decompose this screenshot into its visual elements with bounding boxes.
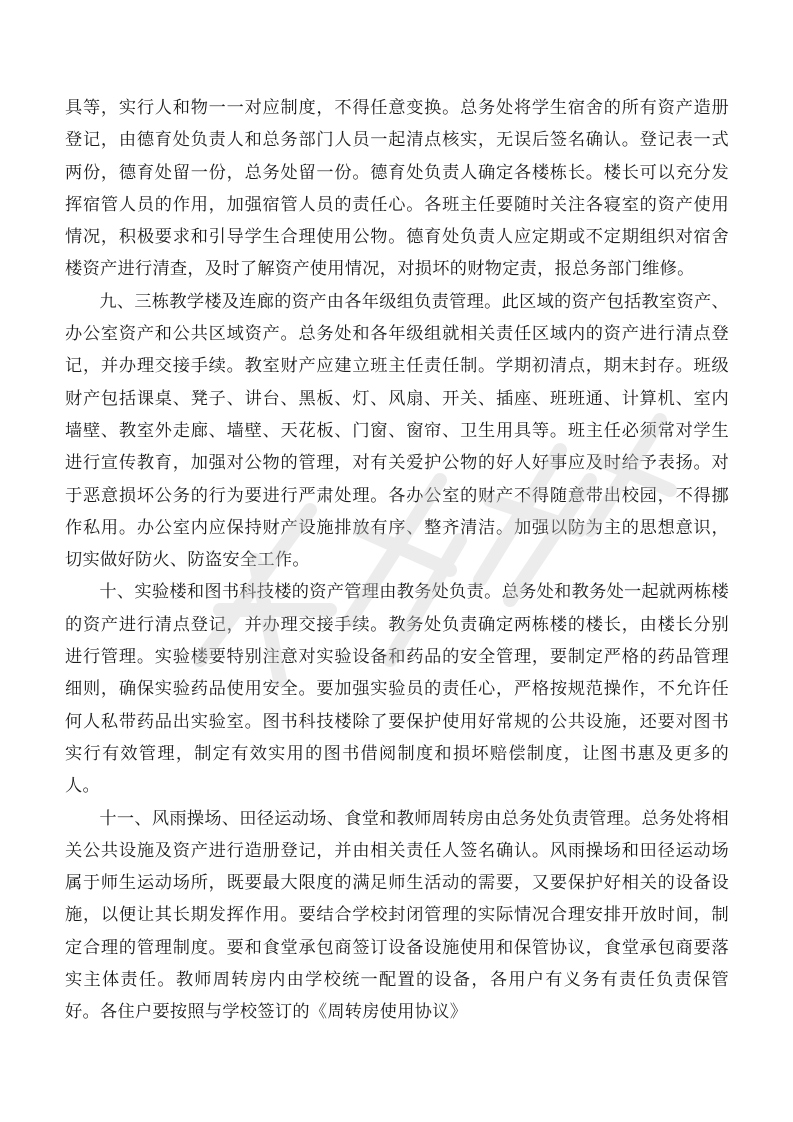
paragraph-section-11: 十一、风雨操场、田径运动场、食堂和教师周转房由总务处负责管理。总务处将相关公共设施及资产进行造册登记，并由相关责任人签名确认。风雨操场和田径运动场属于师生运动场所，既要最大限度的满足师生活动的需要，又要保护好相关的设备设施，以便让其长期发挥作用。要结合学校封闭管理的实际情况合理安排开放时间，制定合理的管理制度。要和食堂承包商签订设备设施使用和保管协议，食堂承包商要落实主体责任。教师周转房内由学校统一配置的设备，各用户有义务有责任负责保管好。各住户要按照与学校签订的《周转房使用协议》 — [65, 808, 729, 1023]
paragraph-section-9: 九、三栋教学楼及连廊的资产由各年级组负责管理。此区域的资产包括教室资产、办公室资产和公共区域资产。总务处和各年级组就相关责任区域内的资产进行清点登记，并办理交接手续。教室财产应建立班主任责任制。学期初清点，期末封存。班级财产包括课桌、凳子、讲台、黑板、灯、风扇、开关、插座、班班通、计算机、室内墙壁、教室外走廊、墙壁、天花板、门窗、窗帘、卫生用具等。班主任必须常对学生进行宣传教育，加强对公物的管理，对有关爱护公物的好人好事应及时给予表扬。对于恶意损坏公务的行为要进行严肃处理。各办公室的财产不得随意带出校园，不得挪作私用。办公室内应保持财产设施排放有序、整齐清洁。加强以防为主的思想意识，切实做好防火、防盗安全工作。 — [65, 291, 729, 571]
paragraph-section-10: 十、实验楼和图书科技楼的资产管理由教务处负责。总务处和教务处一起就两栋楼的资产进行清点登记，并办理交接手续。教务处负责确定两栋楼的楼长，由楼长分别进行管理。实验楼要特别注意对实验设备和药品的安全管理，要制定严格的药品管理细则，确保实验药品使用安全。要加强实验员的责任心，严格按规范操作，不允许任何人私带药品出实验室。图书科技楼除了要保护使用好常规的公共设施，还要对图书实行有效管理，制定有效实用的图书借阅制度和损坏赔偿制度，让图书惠及更多的人。 — [65, 582, 729, 797]
paragraph-dormitory-assets: 具等，实行人和物一一对应制度，不得任意变换。总务处将学生宿舍的所有资产造册登记，由德育处负责人和总务部门人员一起清点核实，无误后签名确认。登记表一式两份，德育处留一份，总务处留一份。德育处负责人确定各楼栋长。楼长可以充分发挥宿管人员的作用，加强宿管人员的责任心。各班主任要随时关注各寝室的资产使用情况，积极要求和引导学生合理使用公物。德育处负责人应定期或不定期组织对宿舍楼资产进行清查，及时了解资产使用情况，对损坏的财物定责，报总务部门维修。 — [65, 98, 729, 280]
document-body — [65, 92, 729, 1029]
